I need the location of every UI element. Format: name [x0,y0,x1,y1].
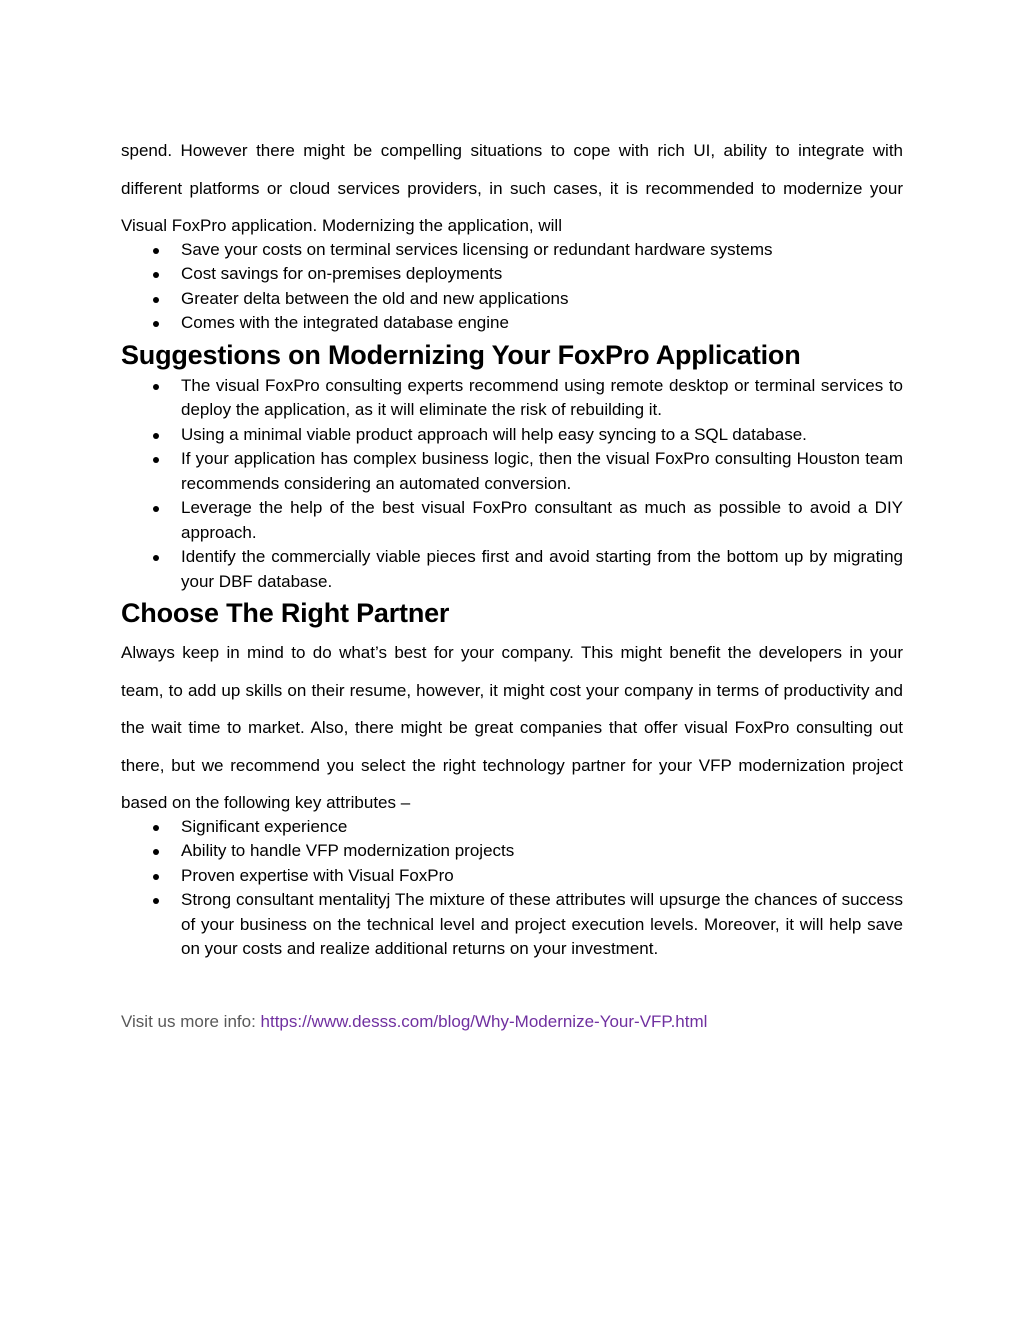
intro-paragraph: spend. However there might be compelling situations to cope with rich UI, ability to integrate with different platforms or cloud services providers, in such cases, it is recommended to modernize your Visual FoxPro application. Modernizing the application, will [121,141,903,235]
document-body [121,132,903,962]
bullet-icon [153,321,159,327]
bullet-icon [153,384,159,390]
bullet-icon [153,272,159,278]
bullet-icon [153,297,159,303]
partner-heading: Choose The Right Partner [121,598,450,628]
bullet-icon [153,555,159,561]
list-item: Cost savings for on-premises deployments [121,262,903,287]
list-item: Identify the commercially viable pieces first and avoid starting from the bottom up by migrating your DBF database. [121,545,903,594]
suggestions-heading: Suggestions on Modernizing Your FoxPro Application [121,339,801,370]
attributes-list [121,815,903,962]
bullet-icon [153,898,159,904]
list-item: The visual FoxPro consulting experts recommend using remote desktop or terminal services to deploy the application, as it will eliminate the risk of rebuilding it. [121,374,903,423]
list-item: Ability to handle VFP modernization projects [121,839,903,864]
bullet-icon [153,248,159,254]
bullet-icon [153,874,159,880]
list-item: Leverage the help of the best visual FoxPro consultant as much as possible to avoid a DIY approach. [121,496,903,545]
suggestions-list [121,374,903,595]
bullet-icon [153,457,159,463]
bullet-icon [153,506,159,512]
visit-label: Visit us more info: [121,1012,261,1031]
list-item: Significant experience [121,815,903,840]
benefits-list [121,238,903,336]
bullet-icon [153,433,159,439]
bullet-icon [153,849,159,855]
list-item: Strong consultant mentalityj The mixture of these attributes will upsurge the chances of success of your business on the technical level and project execution levels. Moreover, it will help save on your costs and realize additional returns on your investment. [121,888,903,962]
visit-line [121,1012,707,1032]
list-item: Save your costs on terminal services licensing or redundant hardware systems [121,238,903,263]
bullet-icon [153,825,159,831]
list-item: Greater delta between the old and new applications [121,287,903,312]
list-item: If your application has complex business logic, then the visual FoxPro consulting Houston team recommends considering an automated conversion. [121,447,903,496]
list-item: Proven expertise with Visual FoxPro [121,864,903,889]
list-item: Comes with the integrated database engine [121,311,903,336]
blog-link[interactable]: https://www.desss.com/blog/Why-Modernize-Your-VFP.html [260,1012,708,1031]
partner-paragraph: Always keep in mind to do what’s best for your company. This might benefit the developers in your team, to add up skills on their resume, however, it might cost your company in terms of productivity and the wait time to market. Also, there might be great companies that offer visual FoxPro consulting out there, but we recommend you select the right technology partner for your VFP modernization project based on the following key attributes – [121,643,903,812]
list-item: Using a minimal viable product approach will help easy syncing to a SQL database. [121,423,903,448]
